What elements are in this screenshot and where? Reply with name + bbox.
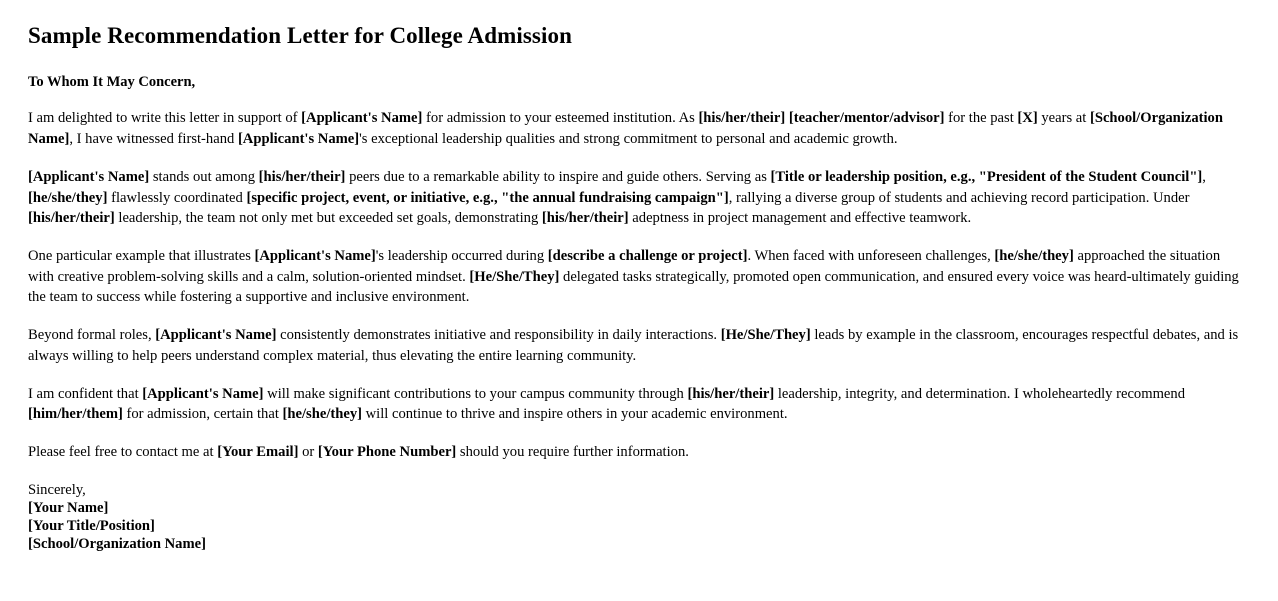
placeholder-token: [Applicant's Name]	[142, 385, 264, 402]
signature-name: [Your Name]	[28, 500, 109, 517]
placeholder-token: [Applicant's Name]	[254, 248, 376, 265]
sign-off: Sincerely,	[28, 481, 86, 498]
placeholder-token: [his/her/their]	[258, 168, 346, 185]
placeholder-token: [X]	[1017, 110, 1038, 127]
placeholder-token: [his/her/their]	[28, 210, 115, 227]
placeholder-token: [Applicant's Name]	[28, 168, 150, 185]
paragraph-3: One particular example that illustrates [Applicant's Name]'s leadership occurred during [describe a challenge or project]. When faced with unforeseen challenges, [he/she/they] approached the situation with creative problem-solving skills and a calm, solution-oriented mindset. [He/She/They] delegated tasks strategically, promoted open communication, and ensured every voice was heard-ultimately guiding the team to success while fostering a supportive and inclusive environment.	[28, 248, 1239, 306]
closing-block	[28, 481, 1248, 554]
letter-body	[28, 108, 1248, 462]
salutation: To Whom It May Concern,	[28, 73, 196, 90]
placeholder-token: [his/her/their]	[698, 110, 786, 127]
page-title: Sample Recommendation Letter for College Admission	[28, 23, 572, 48]
placeholder-token: [Title or leadership position, e.g., "President of the Student Council"]	[770, 168, 1203, 185]
paragraph-1: I am delighted to write this letter in support of [Applicant's Name] for admission to your esteemed institution. As [his/her/their] [teacher/mentor/advisor] for the past [X] years at [School/Organization Name], I have witnessed first-hand [Applicant's Name]'s exceptional leadership qualities and strong commitment to personal and academic growth.	[28, 110, 1223, 148]
placeholder-token: [He/She/They]	[469, 268, 560, 285]
placeholder-token: [specific project, event, or initiative, e.g., "the annual fundraising campaign"]	[246, 189, 729, 206]
placeholder-token: [his/her/their]	[687, 385, 775, 402]
placeholder-token: [he/she/they]	[28, 189, 108, 206]
placeholder-token: [Your Email]	[217, 444, 299, 461]
paragraph-4: Beyond formal roles, [Applicant's Name] consistently demonstrates initiative and responsibility in daily interactions. [He/She/They] leads by example in the classroom, encourages respectful debates, and is always willing to help peers understand complex material, thus elevating the entire learning community.	[28, 327, 1239, 364]
placeholder-token: [he/she/they]	[994, 248, 1074, 265]
signature-organization: [School/Organization Name]	[28, 536, 206, 553]
paragraph-5: I am confident that [Applicant's Name] will make significant contributions to your campus community through [his/her/their] leadership, integrity, and determination. I wholeheartedly recommend [him/her/them] for admission, certain that [he/she/they] will continue to thrive and inspire others in your academic environment.	[28, 385, 1185, 423]
placeholder-token: [Applicant's Name]	[301, 110, 423, 127]
placeholder-token: [him/her/them]	[28, 406, 123, 423]
placeholder-token: [describe a challenge or project]	[547, 248, 748, 265]
placeholder-token: [He/She/They]	[720, 327, 811, 344]
placeholder-token: [his/her/their]	[541, 210, 629, 227]
paragraph-2: [Applicant's Name] stands out among [his/her/their] peers due to a remarkable ability to inspire and guide others. Serving as [Title or leadership position, e.g., "President of the Student Council"], [he/she/they] flawlessly coordinated [specific project, event, or initiative, e.g., "the annual fundraising campaign"], rallying a diverse group of students and achieving record participation. Under [his/her/their] leadership, the team not only met but exceeded set goals, demonstrating [his/her/their] adeptness in project management and effective teamwork.	[28, 168, 1206, 227]
placeholder-token: [teacher/mentor/advisor]	[788, 110, 945, 127]
placeholder-token: [School/Organization Name]	[28, 110, 1223, 148]
placeholder-token: [Applicant's Name]	[237, 131, 360, 148]
placeholder-token: [he/she/they]	[282, 406, 362, 423]
placeholder-token: [Applicant's Name]	[155, 327, 277, 344]
paragraph-6: Please feel free to contact me at [Your Email] or [Your Phone Number] should you require further information.	[28, 444, 689, 461]
placeholder-token: [Your Phone Number]	[317, 444, 457, 461]
signature-title: [Your Title/Position]	[28, 518, 155, 535]
